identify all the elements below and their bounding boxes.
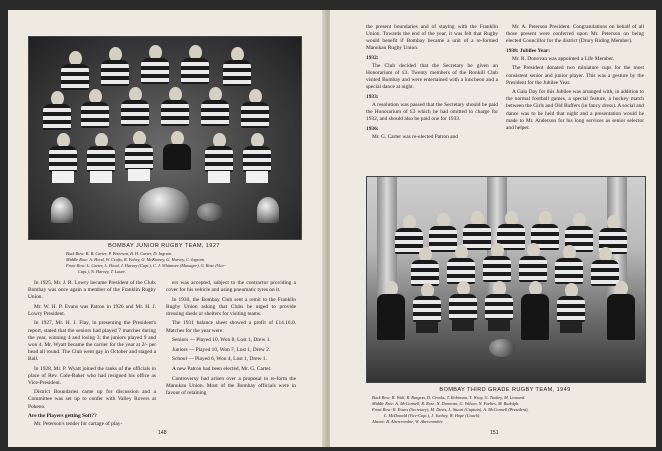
player bbox=[87, 133, 115, 185]
paragraph: Mr. W. H. P. Evans was Patron in 1926 and Mr. H. J. Lowry President. bbox=[28, 303, 156, 317]
paragraph: In 1928, Mr. P. Wyatt joined the ranks of the officials in place of Rev. Cole-Baker who had resigned his office as Vice-President. bbox=[28, 365, 156, 386]
page-number: 148 bbox=[158, 430, 167, 436]
page-number: 151 bbox=[490, 430, 499, 436]
section-heading: 1938: Jubilee Year: bbox=[506, 47, 551, 54]
player bbox=[161, 87, 189, 137]
player bbox=[125, 131, 153, 183]
paragraph: The Club decided that the Secretary be given an Honorarium of £3. Twenty members of the Ronkill Club visited Bombay and were entertained with a luncheon and a special dance at night. bbox=[366, 62, 498, 91]
paragraph: Mr. R. Donovan was appointed a Life Member. bbox=[512, 55, 615, 62]
text-column-2 bbox=[506, 24, 644, 134]
section-heading: 1932: bbox=[366, 54, 379, 61]
paragraph: Mr. A. Peterson President. Congratulations on behalf of all those present were conferred upon Mr. Peterson on being elected Councillor for the district (Drury Riding Member). bbox=[506, 24, 644, 45]
caption-line: Capt.), N. Harvey, T. Lauer. bbox=[78, 269, 126, 274]
paragraph: A new Patron had been elected, Mr. G. Carter. bbox=[172, 365, 272, 372]
manager bbox=[163, 131, 191, 183]
caption-line: Front Row: L. Carter, L. Hood, J. Harvey (Capt.), C. J. Whitmore (Manager), G. Rose (Vice- bbox=[66, 263, 226, 268]
team-photo-1949 bbox=[366, 176, 646, 383]
paragraph: A Gala Day for this Jubilee was arranged with, in addition to the normal football games, a special feature, a hockey match between the Girls and Old Buffers (in fancy dress). A social and dance was to be held that night and a presentation would be made to Mr. Anderson for his long services as senior selector and helper. bbox=[506, 89, 644, 131]
paragraph: In 1925, Mr. J. R. Lowry became President of the Club. Bombay was once again a member of the Franklin Rugby Union. bbox=[28, 280, 156, 301]
coach bbox=[607, 281, 635, 339]
section-heading: Are the Players getting Soft?? bbox=[28, 413, 97, 420]
paragraph: Controversy had arisen over a proposal to re-form the Manukau Union. Most of the Bombay officials were in favour of retaining bbox=[166, 375, 296, 396]
team-photo-1927 bbox=[28, 36, 302, 240]
paragraph: The President donated two miniature cups for the most consistent senior and junior player. This was a gesture by the President for the Jubilee Year. bbox=[506, 65, 644, 86]
player bbox=[241, 89, 269, 139]
caption-line: Middle Row: A. Hood, W. Crafts, R. Fahey, G. McKinney, G. Harvey, C. Ingram. bbox=[66, 257, 205, 262]
player bbox=[557, 283, 585, 335]
player bbox=[121, 87, 149, 137]
caption-line: Middle Row: A. McConnell, R. Rose, N. Donovan, G. Wilson, N. Forbes, M. Rudolph. bbox=[372, 401, 520, 406]
photo-caption-names bbox=[372, 395, 652, 425]
paragraph: A resolution was passed that the Secretary should be paid the Honorarium of £3 which he had omitted to charge for 1932, and should also be paid one for 1933. bbox=[366, 101, 498, 123]
left-page bbox=[8, 10, 326, 447]
cup-trophy bbox=[257, 197, 279, 223]
cup-trophy bbox=[51, 197, 73, 223]
rugby-ball bbox=[197, 203, 223, 221]
text-column-1 bbox=[28, 280, 156, 431]
shield-trophy bbox=[139, 187, 189, 223]
player bbox=[81, 89, 109, 139]
caption-line: Front Row: R. Evans (Secretary), M. Davis, L. Stuart (Captain), A. McConnell (President), bbox=[372, 407, 529, 412]
photo-caption-title: BOMBAY THIRD GRADE RUGBY TEAM, 1949 bbox=[439, 387, 571, 393]
paragraph: Seniors — Played 10, Won 8, Lost 1, Drew 1. bbox=[172, 337, 271, 344]
player bbox=[413, 283, 441, 335]
paragraph: Mr. G. Carter was re-elected Patron and bbox=[372, 133, 458, 140]
section-heading: 1933: bbox=[366, 93, 379, 100]
paragraph: In 1927, Mr. H. J. Flay, in presenting the President's report, stated that the seniors had played 7 matches during the year, winning 4 and losing 3; the juniors played 9 and won 4. Mr. Wyatt became the carrier for the year at 2/- per head all round. The Club went gay in October and staged a Ball. bbox=[28, 320, 156, 362]
player bbox=[449, 281, 477, 333]
paragraph: School — Played 6, Won 4, Lost 1, Drew 1. bbox=[172, 356, 267, 363]
player bbox=[201, 87, 229, 137]
caption-line: L. McDonald (Vice-Capt.), J. Tuohey, W. Hope (Coach). bbox=[384, 413, 481, 418]
secretary bbox=[377, 281, 405, 339]
paragraph: The 1931 balance sheet showed a profit of £14.16.0. Matches for the year were: bbox=[166, 320, 296, 334]
player bbox=[49, 133, 77, 185]
paragraph: District Boundaries came up for discussion and a Committee was set up to confer with Valley Rovers at Pokeno. bbox=[28, 389, 156, 410]
player bbox=[243, 133, 271, 185]
section-heading: 1936: bbox=[366, 125, 379, 132]
player bbox=[205, 133, 233, 185]
captain bbox=[485, 281, 513, 333]
caption-line: Back Row: B. B. Carter, P. Peterson, B. H. Carter, D. Ingram. bbox=[66, 251, 173, 256]
paragraph: Juniors — Played 10, Won 7, Lost 1, Drew 2. bbox=[172, 346, 271, 353]
rugby-ball bbox=[489, 339, 515, 357]
text-column-2 bbox=[166, 280, 296, 399]
right-page bbox=[330, 10, 656, 447]
paragraph: the present boundaries and of staying with the Franklin Union. Towards the end of the year, it was felt that Rugby would benefit if Bombay became a unit of a re-formed Manukau Rugby Union. bbox=[366, 24, 498, 52]
caption-line: Absent: B. Abercrombie, W. Abercrombie. bbox=[372, 419, 444, 424]
paragraph: In 1930, the Bombay Club sent a remit to the Franklin Rugby Union asking that Clubs be urged to provide dressing sheds or shelters for visiting teams. bbox=[166, 296, 296, 317]
text-column-1 bbox=[366, 24, 498, 143]
president bbox=[521, 281, 549, 339]
photo-caption-title: BOMBAY JUNIOR RUGBY TEAM, 1927 bbox=[108, 243, 220, 249]
photo-caption-names bbox=[66, 251, 306, 275]
caption-line: Back Row: R. Wall, R. Burgess, D. Crooks, T. Robinson, T. Wray, G. Tuohey, M. Leonard. bbox=[372, 395, 526, 400]
paragraph: Mr. Peterson's tender for cartage of play- bbox=[34, 421, 123, 428]
paragraph: ers was accepted, subject to the contractor providing a cover for his vehicle and using pneumatic tyres on it. bbox=[166, 280, 296, 294]
